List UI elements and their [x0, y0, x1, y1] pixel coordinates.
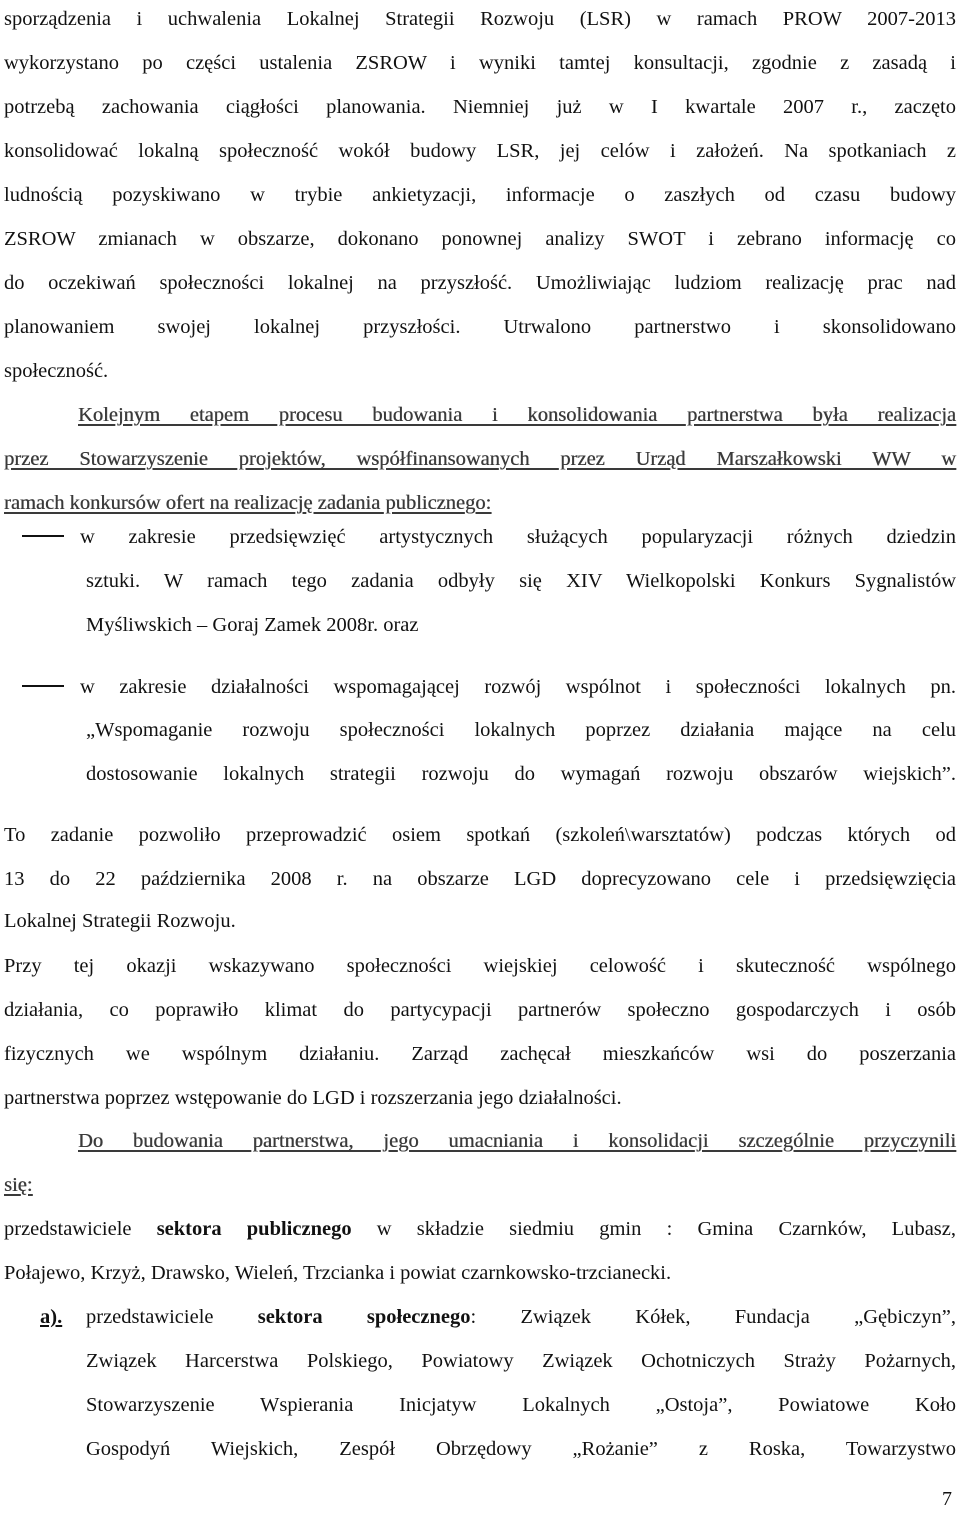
list-item-line: w zakresie działalności wspomagającej rozwój wspólnot i społeczności lokalnych pn. [80, 676, 956, 698]
paragraph-line: Do budowania partnerstwa, jego umacniania i konsolidacji szczególnie przyczynili [78, 1130, 956, 1152]
paragraph-line: przez Stowarzyszenie projektów, współfinansowanych przez Urząd Marszałkowski WW w [4, 448, 956, 470]
paragraph-line [4, 1214, 956, 1244]
list-item-line: „Wspomaganie rozwoju społeczności lokalnych poprzez działania mające na celu [86, 719, 956, 741]
bold-term: sektora publicznego [156, 1218, 352, 1240]
paragraph-line: Połajewo, Krzyż, Drawsko, Wieleń, Trzcianka i powiat czarnkowsko-trzcianecki. [4, 1262, 672, 1284]
list-item-line: Stowarzyszenie Wspierania Inicjatyw Lokalnych „Ostoja”, Powiatowe Koło [86, 1394, 956, 1416]
paragraph-line: ludnością pozyskiwano w trybie ankietyzacji, informacje o zaszłych od czasu budowy [4, 184, 956, 206]
paragraph-line: planowaniem swojej lokalnej przyszłości. Utrwalono partnerstwo i skonsolidowano [4, 316, 956, 338]
paragraph-line: ramach konkursów ofert na realizację zadania publicznego: [4, 492, 492, 514]
dash-bullet-icon [22, 670, 64, 700]
text-span: w składzie siedmiu gmin : Gmina Czarnków, Lubasz, [351, 1218, 956, 1240]
paragraph-line: konsolidować lokalną społeczność wokół budowy LSR, jej celów i założeń. Na spotkaniach z [4, 140, 956, 162]
text-span: przedstawiciele [4, 1218, 157, 1240]
paragraph-line: potrzebą zachowania ciągłości planowania. Niemniej już w I kwartale 2007 r., zaczęto [4, 96, 956, 118]
list-item-line [86, 1302, 956, 1332]
text-span: przedstawiciele [86, 1306, 258, 1328]
list-item-line: dostosowanie lokalnych strategii rozwoju do wymagań rozwoju obszarów wiejskich”. [86, 763, 956, 785]
paragraph-line: fizycznych we wspólnym działaniu. Zarząd zachęcał mieszkańców wsi do poszerzania [4, 1043, 956, 1065]
bold-term: sektora społecznego [257, 1306, 471, 1328]
list-item-line: sztuki. W ramach tego zadania odbyły się XIV Wielkopolski Konkurs Sygnalistów [86, 570, 956, 592]
paragraph-line: działania, co poprawiło klimat do partycypacji partnerów społeczno gospodarczych i osób [4, 999, 956, 1021]
paragraph-line: partnerstwa poprzez wstępowanie do LGD i rozszerzania jego działalności. [4, 1087, 622, 1109]
paragraph-line: Lokalnej Strategii Rozwoju. [4, 910, 236, 932]
paragraph-line: Kolejnym etapem procesu budowania i konsolidowania partnerstwa była realizacja [78, 404, 956, 426]
paragraph-line: społeczność. [4, 360, 109, 382]
paragraph-line: ZSROW zmianach w obszarze, dokonano ponownej analizy SWOT i zebrano informację co [4, 228, 956, 250]
list-item-line: w zakresie przedsięwzięć artystycznych służących popularyzacji różnych dziedzin [80, 526, 956, 548]
paragraph-line: Przy tej okazji wskazywano społeczności wiejskiej celowość i skuteczność wspólnego [4, 955, 956, 977]
paragraph-line: To zadanie pozwoliło przeprowadzić osiem spotkań (szkoleń\warsztatów) podczas których od [4, 824, 956, 846]
page-number: 7 [942, 1488, 952, 1510]
paragraph-line: się: [4, 1174, 33, 1196]
list-item-line: Gospodyń Wiejskich, Zespół Obrzędowy „Rożanie” z Roska, Towarzystwo [86, 1438, 956, 1460]
dash-bullet-icon [22, 520, 64, 550]
paragraph-line: 13 do 22 października 2008 r. na obszarze LGD doprecyzowano cele i przedsięwzięcia [4, 868, 956, 890]
list-label: a). [40, 1306, 63, 1328]
paragraph-line: do oczekiwań społeczności lokalnej na przyszłość. Umożliwiając ludziom realizację prac nad [4, 272, 956, 294]
list-item-line: Myśliwskich – Goraj Zamek 2008r. oraz [86, 614, 419, 636]
paragraph-line: wykorzystano po części ustalenia ZSROW i wyniki tamtej konsultacji, zgodnie z zasadą i [4, 52, 956, 74]
paragraph-line: sporządzenia i uchwalenia Lokalnej Strategii Rozwoju (LSR) w ramach PROW 2007-2013 [4, 8, 956, 30]
list-item-line: Związek Harcerstwa Polskiego, Powiatowy Związek Ochotniczych Straży Pożarnych, [86, 1350, 956, 1372]
text-span: : Związek Kółek, Fundacja „Gębiczyn”, [470, 1306, 956, 1328]
